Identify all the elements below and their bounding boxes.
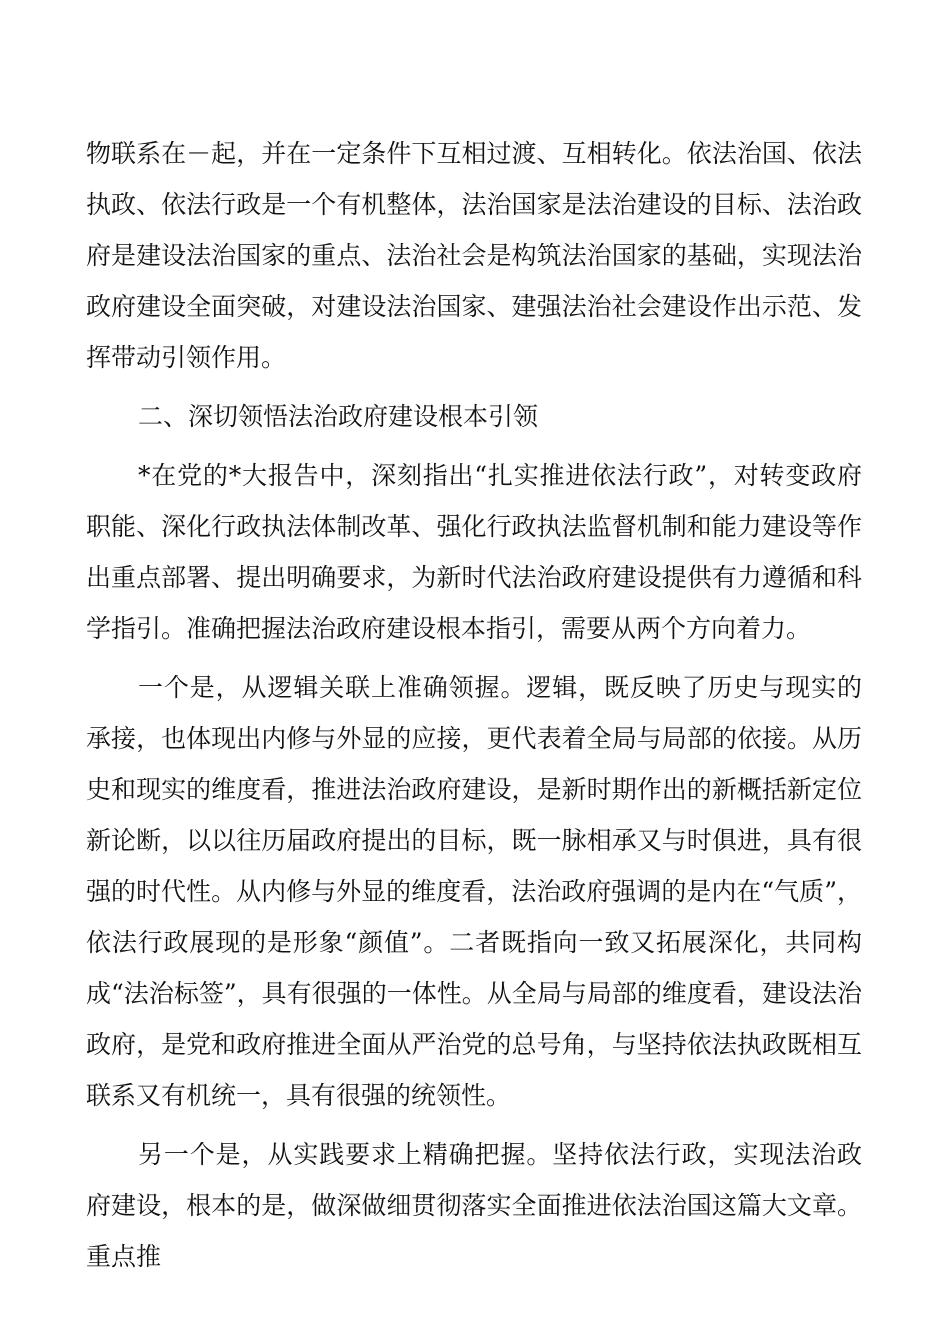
- paragraph: 另一个是，从实践要求上精确把握。坚持依法行政，实现法治政府建设，根本的是，做深做细贯彻落实全面推进依法治国这篇大文章。重点推: [86, 1140, 862, 1271]
- paragraph-continuation: 物联系在－起，并在一定条件下互相过渡、互相转化。依法治国、依法执政、依法行政是一个有机整体，法治国家是法治建设的目标、法治政府是建设法治国家的重点、法治社会是构筑法治国家的基础，实现法治政府建设全面突破，对建设法治国家、建强法治社会建设作出示范、发挥带动引领作用。: [86, 139, 862, 372]
- paragraph: 一个是，从逻辑关联上准确领握。逻辑，既反映了历史与现实的承接，也体现出内修与外显的应接，更代表着全局与局部的依接。从历史和现实的维度看，推进法治政府建设，是新时期作出的新概括新定位新论断，以以往历届政府提出的目标，既一脉相承又与时俱进，具有很强的时代性。从内修与外显的维度看，法治政府强调的是内在“气质”，依法行政展现的是形象“颜值”。二者既指向一致又拓展深化，共同构成“法治标签”，具有很强的一体性。从全局与局部的维度看，建设法治政府，是党和政府推进全面从严治党的总号角，与坚持依法执政既相互联系又有机统一，具有很强的统领性。: [86, 673, 862, 1110]
- section-heading: 二、深切领悟法治政府建设根本引领: [138, 402, 539, 431]
- paragraph: *在党的*大报告中，深刻指出“扎实推进依法行政”，对转变政府职能、深化行政执法体制改革、强化行政执法监督机制和能力建设等作出重点部署、提出明确要求，为新时代法治政府建设提供有力遵循和科学指引。准确把握法治政府建设根本指引，需要从两个方向着力。: [86, 461, 862, 643]
- document-body: [86, 128, 862, 1282]
